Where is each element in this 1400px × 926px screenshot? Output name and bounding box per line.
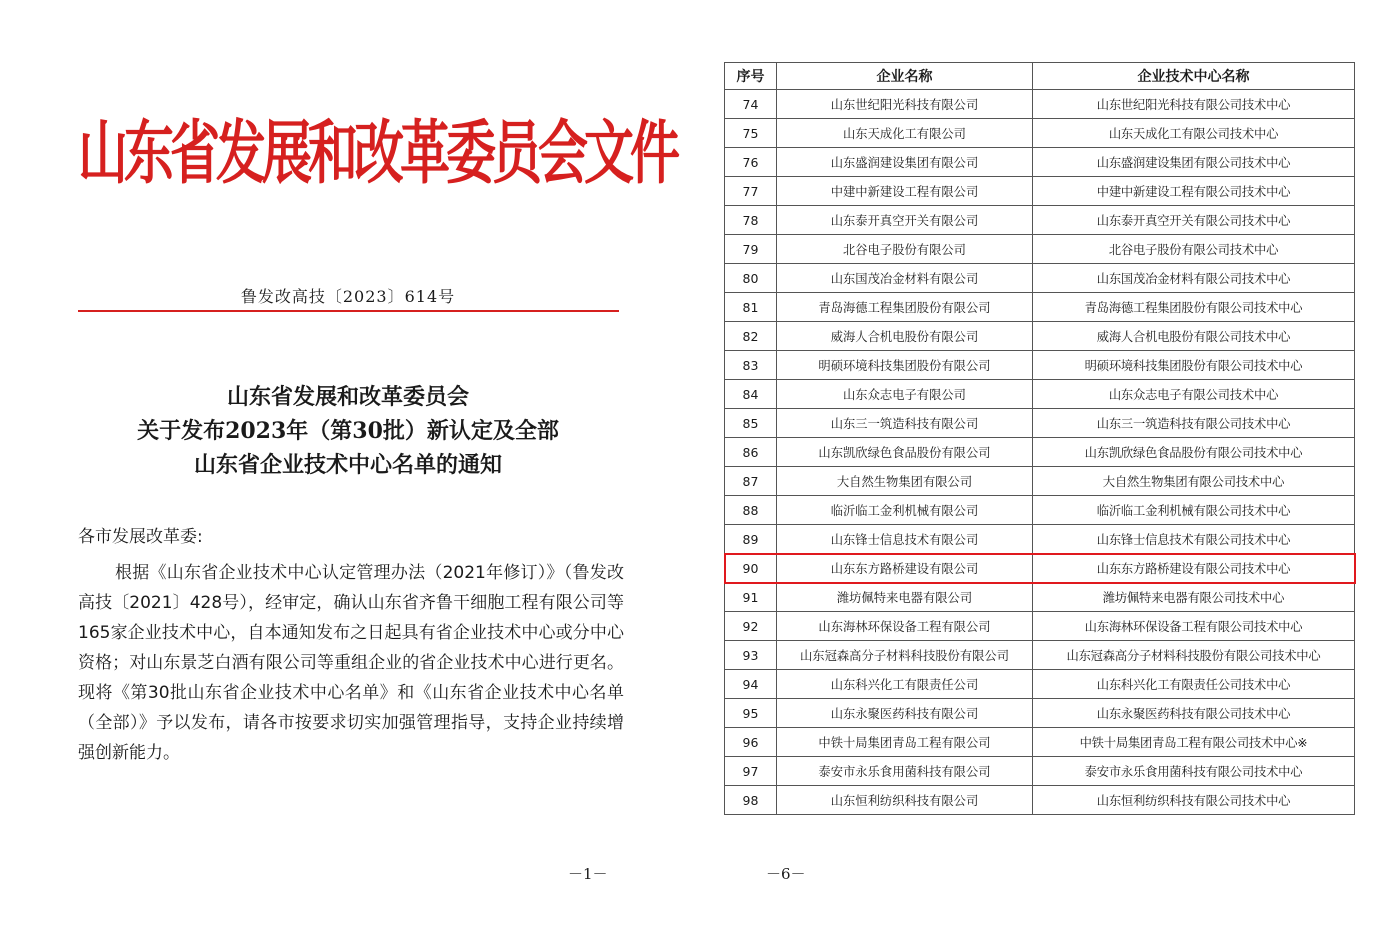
row-serial-cell: 86	[725, 438, 777, 467]
table-row	[725, 380, 1355, 409]
row-serial-cell: 92	[725, 612, 777, 641]
table-row	[725, 148, 1355, 177]
row-company-name-cell: 明硕环境科技集团股份有限公司	[777, 351, 1033, 380]
header-company-name: 企业名称	[777, 63, 1033, 90]
row-tech-center-cell: 山东科兴化工有限责任公司技术中心	[1033, 670, 1355, 699]
row-tech-center-cell: 山东泰开真空开关有限公司技术中心	[1033, 206, 1355, 235]
row-tech-center-cell: 青岛海德工程集团股份有限公司技术中心	[1033, 293, 1355, 322]
row-serial-cell: 96	[725, 728, 777, 757]
table-row	[725, 235, 1355, 264]
row-tech-center-cell: 山东众志电子有限公司技术中心	[1033, 380, 1355, 409]
row-tech-center-cell: 大自然生物集团有限公司技术中心	[1033, 467, 1355, 496]
row-serial-cell: 95	[725, 699, 777, 728]
page-number: －1－	[568, 865, 608, 883]
row-serial-cell: 80	[725, 264, 777, 293]
salutation: 各市发展改革委:	[78, 527, 203, 547]
table-row	[725, 409, 1355, 438]
row-serial-cell: 87	[725, 467, 777, 496]
row-serial-cell: 77	[725, 177, 777, 206]
notice-body	[78, 522, 624, 768]
row-serial-cell: 85	[725, 409, 777, 438]
row-tech-center-cell: 山东三一筑造科技有限公司技术中心	[1033, 409, 1355, 438]
row-tech-center-cell: 中建中新建设工程有限公司技术中心	[1033, 177, 1355, 206]
row-company-name-cell: 山东海林环保设备工程有限公司	[777, 612, 1033, 641]
row-serial-cell: 89	[725, 525, 777, 554]
row-serial-cell: 76	[725, 148, 777, 177]
table-row-highlighted	[725, 554, 1355, 583]
table-row	[725, 293, 1355, 322]
row-company-name-cell: 山东凯欣绿色食品股份有限公司	[777, 438, 1033, 467]
row-company-name-cell: 山东三一筑造科技有限公司	[777, 409, 1033, 438]
row-tech-center-cell: 山东冠森高分子材料科技股份有限公司技术中心	[1033, 641, 1355, 670]
table-row	[725, 641, 1355, 670]
row-serial-cell: 78	[725, 206, 777, 235]
row-tech-center-cell: 潍坊佩特来电器有限公司技术中心	[1033, 583, 1355, 612]
row-company-name-cell: 山东东方路桥建设有限公司	[777, 554, 1033, 583]
row-company-name-cell: 山东天成化工有限公司	[777, 119, 1033, 148]
row-tech-center-cell: 山东世纪阳光科技有限公司技术中心	[1033, 90, 1355, 119]
row-serial-cell: 84	[725, 380, 777, 409]
table-row	[725, 670, 1355, 699]
notice-title	[78, 380, 618, 482]
row-tech-center-cell: 山东海林环保设备工程有限公司技术中心	[1033, 612, 1355, 641]
row-tech-center-cell: 山东东方路桥建设有限公司技术中心	[1033, 554, 1355, 583]
table-row	[725, 786, 1355, 815]
row-serial-cell: 74	[725, 90, 777, 119]
row-tech-center-cell: 泰安市永乐食用菌科技有限公司技术中心	[1033, 757, 1355, 786]
table-row	[725, 699, 1355, 728]
row-company-name-cell: 山东泰开真空开关有限公司	[777, 206, 1033, 235]
table-row	[725, 757, 1355, 786]
table-row	[725, 612, 1355, 641]
row-serial-cell: 94	[725, 670, 777, 699]
row-serial-cell: 75	[725, 119, 777, 148]
row-tech-center-cell: 威海人合机电股份有限公司技术中心	[1033, 322, 1355, 351]
row-serial-cell: 88	[725, 496, 777, 525]
row-tech-center-cell: 临沂临工金利机械有限公司技术中心	[1033, 496, 1355, 525]
document-number: 鲁发改高技〔2023〕614号	[240, 287, 456, 306]
table-row	[725, 206, 1355, 235]
row-serial-cell: 98	[725, 786, 777, 815]
row-company-name-cell: 大自然生物集团有限公司	[777, 467, 1033, 496]
table-body	[725, 90, 1355, 815]
header-serial: 序号	[725, 63, 777, 90]
right-page	[700, 0, 1400, 926]
row-company-name-cell: 青岛海德工程集团股份有限公司	[777, 293, 1033, 322]
row-company-name-cell: 中铁十局集团青岛工程有限公司	[777, 728, 1033, 757]
table-row	[725, 525, 1355, 554]
document-header-title: 山东省发展和改革委员会文件	[78, 112, 676, 193]
enterprise-list-table	[724, 62, 1355, 815]
row-tech-center-cell: 山东天成化工有限公司技术中心	[1033, 119, 1355, 148]
row-serial-cell: 82	[725, 322, 777, 351]
table-header-row	[725, 63, 1355, 90]
header-tech-center-name: 企业技术中心名称	[1033, 63, 1355, 90]
table-row	[725, 322, 1355, 351]
row-company-name-cell: 山东众志电子有限公司	[777, 380, 1033, 409]
row-tech-center-cell: 山东永聚医药科技有限公司技术中心	[1033, 699, 1355, 728]
row-company-name-cell: 山东恒利纺织科技有限公司	[777, 786, 1033, 815]
table-row	[725, 467, 1355, 496]
body-paragraph: 根据《山东省企业技术中心认定管理办法（2021年修订）》（鲁发改高技〔2021〕428号），经审定，确认山东省齐鲁干细胞工程有限公司等165家企业技术中心，自本通知发布之日起具有省企业技术中心或分中心资格；对山东景芝白酒有限公司等重组企业的省企业技术中心进行更名。现将《第30批山东省企业技术中心名单》和《山东省企业技术中心名单（全部）》予以发布，请各市按要求切实加强管理指导，支持企业持续增强创新能力。	[78, 563, 624, 763]
table-row	[725, 438, 1355, 467]
row-tech-center-cell: 中铁十局集团青岛工程有限公司技术中心※	[1033, 728, 1355, 757]
row-company-name-cell: 威海人合机电股份有限公司	[777, 322, 1033, 351]
page-number: －6－	[766, 865, 806, 883]
row-company-name-cell: 山东永聚医药科技有限公司	[777, 699, 1033, 728]
notice-title-line: 山东省企业技术中心名单的通知	[193, 452, 502, 478]
row-tech-center-cell: 山东盛润建设集团有限公司技术中心	[1033, 148, 1355, 177]
row-tech-center-cell: 明硕环境科技集团股份有限公司技术中心	[1033, 351, 1355, 380]
row-serial-cell: 79	[725, 235, 777, 264]
notice-title-line: 关于发布2023年（第30批）新认定及全部	[137, 418, 559, 444]
row-company-name-cell: 临沂临工金利机械有限公司	[777, 496, 1033, 525]
table-row	[725, 264, 1355, 293]
row-company-name-cell: 北谷电子股份有限公司	[777, 235, 1033, 264]
row-company-name-cell: 山东冠森高分子材料科技股份有限公司	[777, 641, 1033, 670]
table-row	[725, 583, 1355, 612]
table-row	[725, 177, 1355, 206]
row-serial-cell: 83	[725, 351, 777, 380]
row-company-name-cell: 山东锋士信息技术有限公司	[777, 525, 1033, 554]
row-company-name-cell: 山东盛润建设集团有限公司	[777, 148, 1033, 177]
row-tech-center-cell: 山东恒利纺织科技有限公司技术中心	[1033, 786, 1355, 815]
table-row	[725, 119, 1355, 148]
row-serial-cell: 81	[725, 293, 777, 322]
row-company-name-cell: 中建中新建设工程有限公司	[777, 177, 1033, 206]
red-divider-line	[78, 310, 619, 312]
row-serial-cell: 97	[725, 757, 777, 786]
row-company-name-cell: 山东世纪阳光科技有限公司	[777, 90, 1033, 119]
table-row	[725, 90, 1355, 119]
notice-title-line: 山东省发展和改革委员会	[226, 384, 469, 410]
row-tech-center-cell: 山东国茂冶金材料有限公司技术中心	[1033, 264, 1355, 293]
row-company-name-cell: 泰安市永乐食用菌科技有限公司	[777, 757, 1033, 786]
row-company-name-cell: 潍坊佩特来电器有限公司	[777, 583, 1033, 612]
row-company-name-cell: 山东科兴化工有限责任公司	[777, 670, 1033, 699]
table-row	[725, 728, 1355, 757]
row-tech-center-cell: 山东凯欣绿色食品股份有限公司技术中心	[1033, 438, 1355, 467]
row-serial-cell: 90	[725, 554, 777, 583]
row-tech-center-cell: 山东锋士信息技术有限公司技术中心	[1033, 525, 1355, 554]
row-serial-cell: 93	[725, 641, 777, 670]
row-tech-center-cell: 北谷电子股份有限公司技术中心	[1033, 235, 1355, 264]
table-row	[725, 496, 1355, 525]
row-company-name-cell: 山东国茂冶金材料有限公司	[777, 264, 1033, 293]
table-row	[725, 351, 1355, 380]
row-serial-cell: 91	[725, 583, 777, 612]
